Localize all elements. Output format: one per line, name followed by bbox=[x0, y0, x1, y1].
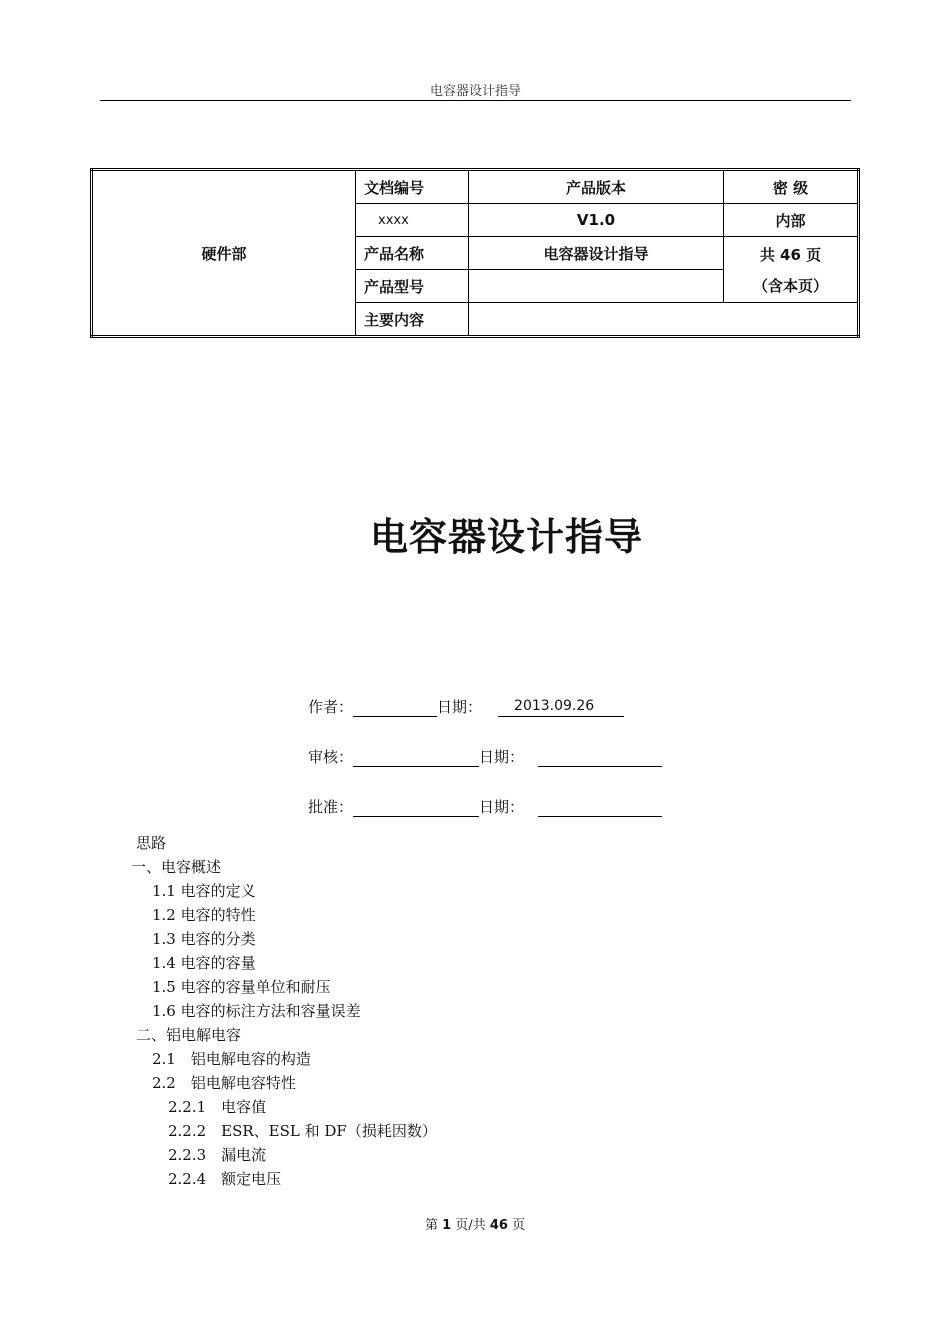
toc-item: 1.6 电容的标注方法和容量误差 bbox=[152, 1002, 361, 1020]
page-footer bbox=[0, 1214, 950, 1233]
security-label: 密 级 bbox=[724, 170, 859, 204]
approve-date-field bbox=[538, 798, 662, 817]
document-info-table bbox=[90, 168, 860, 338]
main-content-label: 主要内容 bbox=[356, 303, 469, 337]
product-name-value: 电容器设计指导 bbox=[469, 237, 724, 270]
toc-item: 2.2.1 电容值 bbox=[168, 1098, 267, 1116]
review-date-label: 日期： bbox=[479, 748, 525, 766]
page-count-line1: 共 46 页 bbox=[759, 245, 822, 264]
approve-field bbox=[353, 798, 479, 817]
page-header-title: 电容器设计指导 bbox=[429, 84, 521, 99]
toc-item: 1.4 电容的容量 bbox=[152, 954, 256, 972]
product-model-value bbox=[469, 270, 724, 303]
version-value: V1.0 bbox=[469, 204, 724, 237]
author-date-label: 日期： bbox=[437, 698, 483, 716]
footer-prefix: 第 bbox=[424, 1218, 438, 1233]
version-label: 产品版本 bbox=[469, 170, 724, 204]
document-title: 电容器设计指导 bbox=[370, 515, 644, 559]
toc-item: 1.2 电容的特性 bbox=[152, 906, 256, 924]
department-cell: 硬件部 bbox=[92, 170, 356, 337]
toc-item: 2.1 铝电解电容的构造 bbox=[152, 1050, 311, 1068]
approve-date-label: 日期： bbox=[479, 798, 525, 816]
footer-mid: 页/共 bbox=[455, 1218, 486, 1233]
review-date-field bbox=[538, 748, 662, 767]
approve-row bbox=[308, 796, 662, 817]
toc-item: 1.5 电容的容量单位和耐压 bbox=[152, 978, 331, 996]
header-rule bbox=[100, 100, 851, 101]
toc-item: 二、铝电解电容 bbox=[136, 1026, 242, 1044]
toc-item: 2.2.3 漏电流 bbox=[168, 1146, 267, 1164]
toc-item: 2.2 铝电解电容特性 bbox=[152, 1074, 296, 1092]
toc-item: 2.2.2 ESR、ESL 和 DF（损耗因数） bbox=[168, 1122, 437, 1140]
review-label: 审核： bbox=[308, 748, 354, 766]
toc-item: 一、电容概述 bbox=[131, 858, 222, 876]
toc-item: 思路 bbox=[136, 834, 167, 852]
toc-item: 2.2.4 额定电压 bbox=[168, 1170, 282, 1188]
page-count-line2: （含本页） bbox=[752, 276, 828, 295]
footer-suffix: 页 bbox=[512, 1218, 526, 1233]
page-count-cell bbox=[724, 237, 859, 303]
toc-item: 1.3 电容的分类 bbox=[152, 930, 256, 948]
review-row bbox=[308, 746, 662, 767]
product-model-label: 产品型号 bbox=[356, 270, 469, 303]
approve-label: 批准： bbox=[308, 798, 354, 816]
review-field bbox=[353, 748, 479, 767]
main-content-value bbox=[469, 303, 859, 337]
toc-item: 1.1 电容的定义 bbox=[152, 882, 256, 900]
doc-no-label: 文档编号 bbox=[356, 170, 469, 204]
footer-total-pages: 46 bbox=[489, 1218, 508, 1233]
author-date-field: 2013.09.26 bbox=[498, 698, 624, 717]
footer-page-number: 1 bbox=[442, 1218, 452, 1233]
author-row bbox=[308, 696, 624, 717]
doc-no-value: xxxx bbox=[356, 204, 469, 237]
product-name-label: 产品名称 bbox=[356, 237, 469, 270]
author-field bbox=[353, 698, 437, 717]
security-value: 内部 bbox=[724, 204, 859, 237]
author-label: 作者： bbox=[308, 698, 354, 716]
